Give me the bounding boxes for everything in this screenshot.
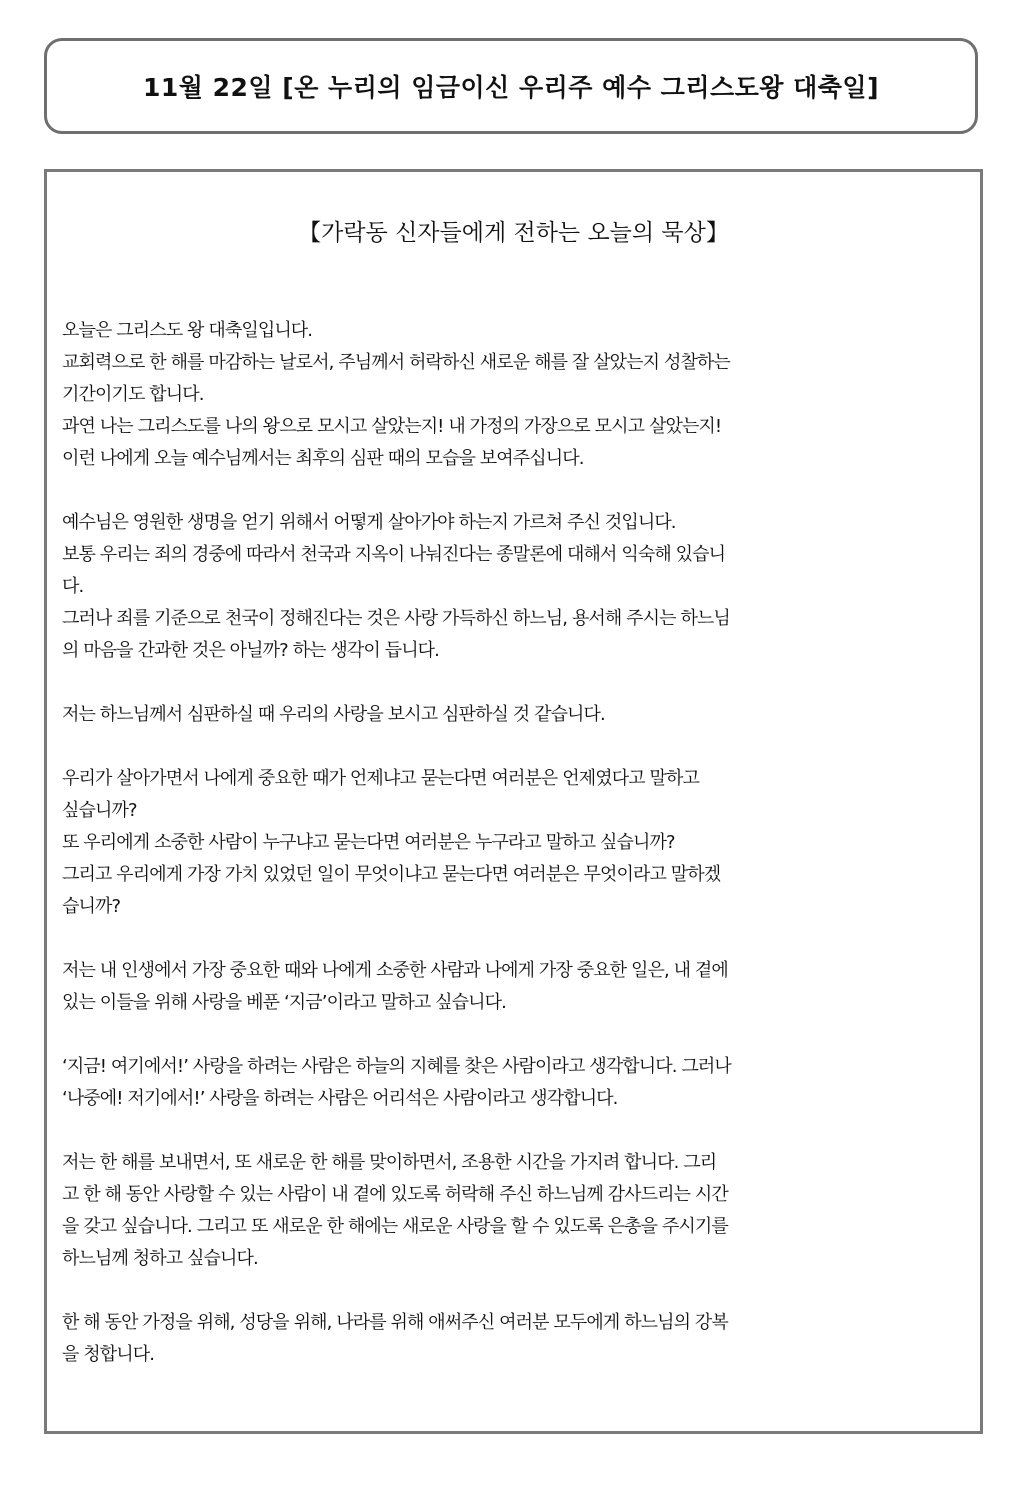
- paragraph: [62, 315, 974, 475]
- text-line: 저는 내 인생에서 가장 중요한 때와 나에게 소중한 사람과 나에게 가장 중요한 일은, 내 곁에: [62, 960, 728, 981]
- text-line: 이런 나에게 오늘 예수님께서는 최후의 심판 때의 모습을 보여주십니다.: [62, 448, 584, 469]
- text-line: 저는 한 해를 보내면서, 또 새로운 한 해를 맞이하면서, 조용한 시간을 가지려 합니다. 그리: [62, 1152, 717, 1173]
- paragraph: [62, 1307, 974, 1371]
- text-line: 다.: [62, 576, 84, 597]
- page-title: 11월 22일 [온 누리의 임금이신 우리주 예수 그리스도왕 대축일]: [142, 73, 879, 102]
- text-line: 을 청합니다.: [62, 1344, 155, 1365]
- meditation-box: [44, 169, 983, 1434]
- text-line: 한 해 동안 가정을 위해, 성당을 위해, 나라를 위해 애써주신 여러분 모두에게 하느님의 강복: [62, 1312, 728, 1333]
- text-line: 예수님은 영원한 생명을 얻기 위해서 어떻게 살아가야 하는지 가르쳐 주신 것입니다.: [62, 512, 676, 533]
- paragraph: [62, 699, 974, 731]
- text-line: 교회력으로 한 해를 마감하는 날로서, 주님께서 허락하신 새로운 해를 잘 살았는지 성찰하는: [62, 352, 730, 373]
- paragraph: [62, 1051, 974, 1115]
- meditation-body: [62, 315, 974, 1371]
- text-line: ‘지금! 여기에서!’ 사랑을 하려는 사람은 하늘의 지혜를 찾은 사람이라고 생각합니다. 그러나: [62, 1056, 731, 1077]
- paragraph: [62, 763, 974, 923]
- text-line: 그러나 죄를 기준으로 천국이 정해진다는 것은 사랑 가득하신 하느님, 용서해 주시는 하느님: [62, 608, 730, 629]
- paragraph: [62, 507, 974, 667]
- text-line: ‘나중에! 저기에서!’ 사랑을 하려는 사람은 어리석은 사람이라고 생각합니다.: [62, 1088, 618, 1109]
- text-line: 또 우리에게 소중한 사람이 누구냐고 묻는다면 여러분은 누구라고 말하고 싶습니까?: [62, 832, 675, 853]
- title-box: [44, 38, 978, 134]
- text-line: 을 갖고 싶습니다. 그리고 또 새로운 한 해에는 새로운 사랑을 할 수 있도록 은총을 주시기를: [62, 1216, 728, 1237]
- meditation-heading: 【가락동 신자들에게 전하는 오늘의 묵상】: [298, 220, 729, 246]
- text-line: 보통 우리는 죄의 경중에 따라서 천국과 지옥이 나눠진다는 종말론에 대해서 익숙해 있습니: [62, 544, 726, 565]
- paragraph: [62, 1147, 974, 1275]
- text-line: 의 마음을 간과한 것은 아닐까? 하는 생각이 듭니다.: [62, 640, 439, 661]
- text-line: 과연 나는 그리스도를 나의 왕으로 모시고 살았는지! 내 가정의 가장으로 모시고 살았는지!: [62, 416, 722, 437]
- paragraph: [62, 955, 974, 1019]
- text-line: 저는 하느님께서 심판하실 때 우리의 사랑을 보시고 심판하실 것 같습니다.: [62, 704, 605, 725]
- text-line: 고 한 해 동안 사랑할 수 있는 사람이 내 곁에 있도록 허락해 주신 하느님께 감사드리는 시간: [62, 1184, 728, 1205]
- text-line: 기간이기도 합니다.: [62, 384, 204, 405]
- text-line: 그리고 우리에게 가장 가치 있었던 일이 무엇이냐고 묻는다면 여러분은 무엇이라고 말하겠: [62, 864, 721, 885]
- text-line: 우리가 살아가면서 나에게 중요한 때가 언제냐고 묻는다면 여러분은 언제였다고 말하고: [62, 768, 699, 789]
- text-line: 하느님께 청하고 싶습니다.: [62, 1248, 258, 1269]
- text-line: 습니까?: [62, 896, 121, 917]
- text-line: 싶습니까?: [62, 800, 137, 821]
- text-line: 오늘은 그리스도 왕 대축일입니다.: [62, 320, 313, 341]
- text-line: 있는 이들을 위해 사랑을 베푼 ‘지금’이라고 말하고 싶습니다.: [62, 992, 506, 1013]
